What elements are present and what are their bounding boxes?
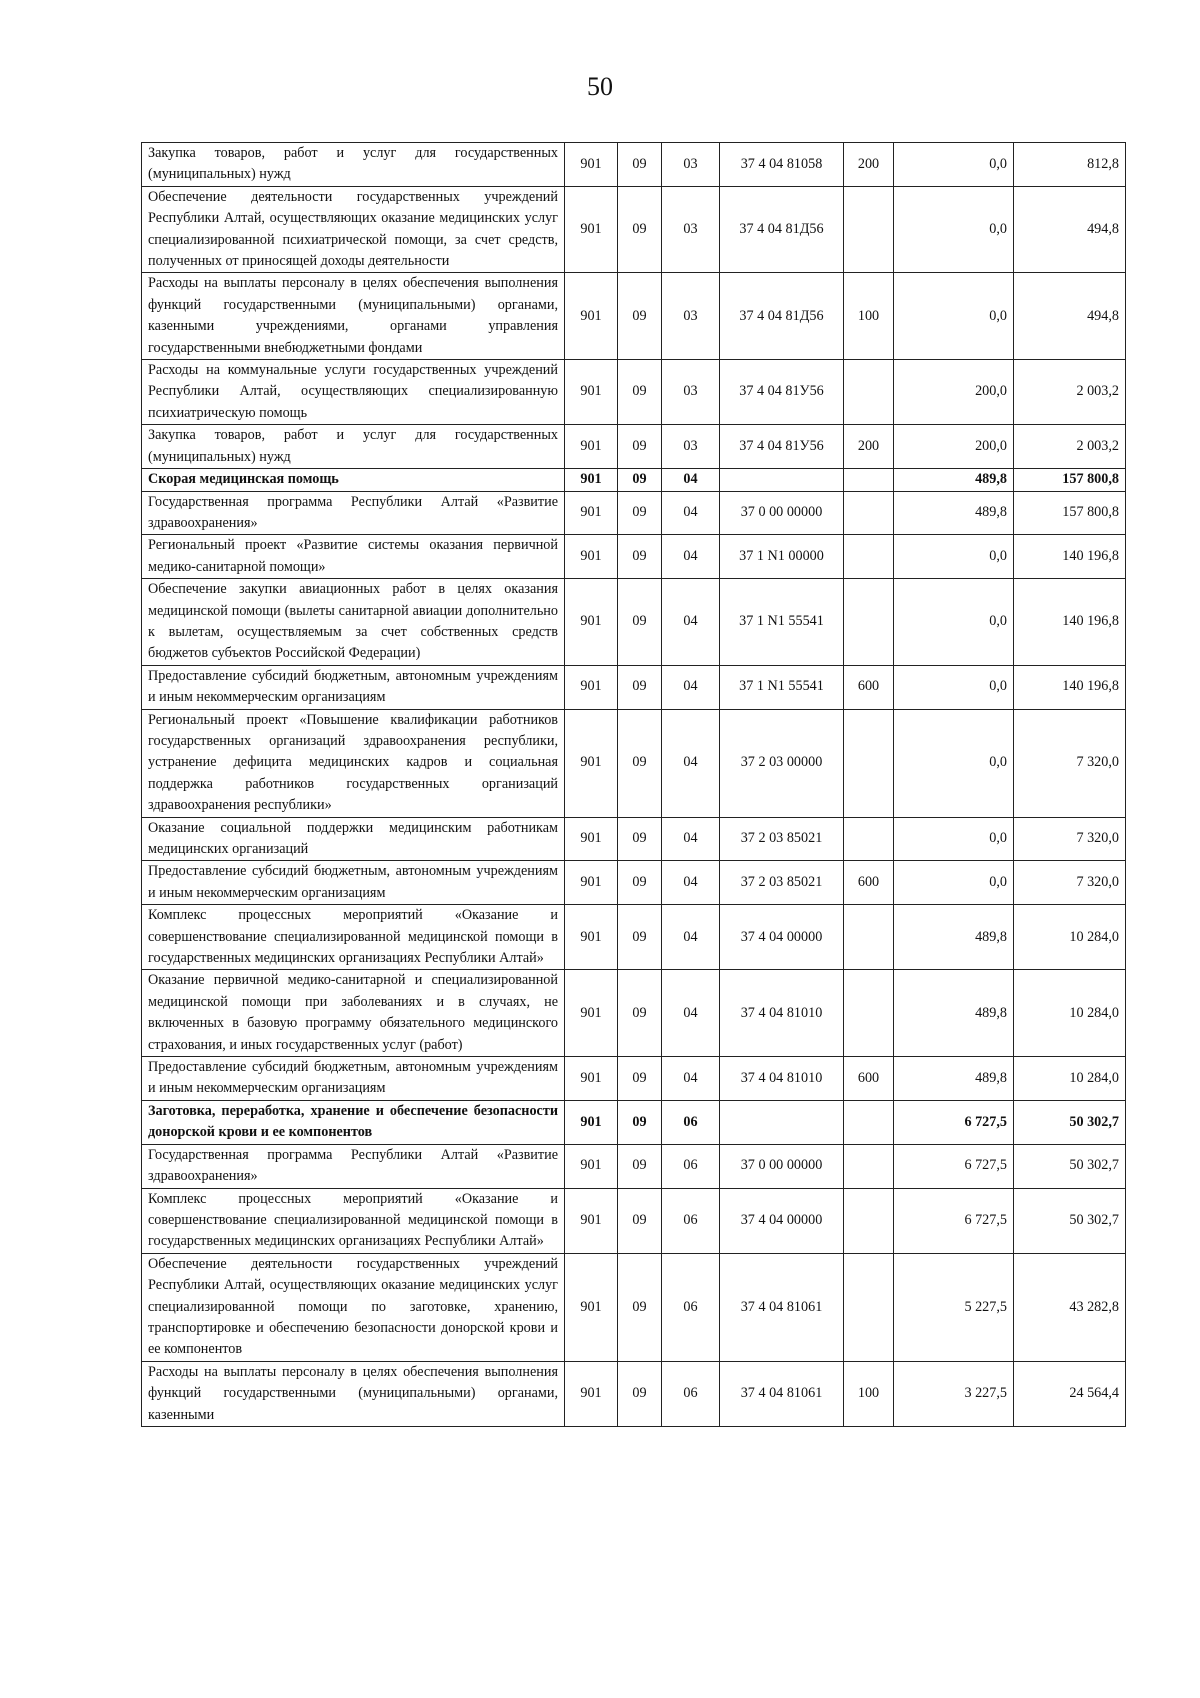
amount-change: 5 227,5 xyxy=(894,1253,1014,1361)
amount-total: 24 564,4 xyxy=(1014,1361,1126,1426)
section-code: 09 xyxy=(618,535,662,579)
ministry-code: 901 xyxy=(565,1144,618,1188)
subsection-code: 03 xyxy=(662,273,720,360)
amount-total: 2 003,2 xyxy=(1014,360,1126,425)
amount-total: 157 800,8 xyxy=(1014,491,1126,535)
expense-type-code xyxy=(844,1253,894,1361)
row-description: Государственная программа Республики Алтай «Развитие здравоохранения» xyxy=(142,491,565,535)
section-code: 09 xyxy=(618,817,662,861)
target-article-code: 37 4 04 81010 xyxy=(720,1057,844,1101)
expense-type-code: 600 xyxy=(844,1057,894,1101)
subsection-code: 03 xyxy=(662,143,720,187)
target-article-code xyxy=(720,1100,844,1144)
section-code: 09 xyxy=(618,905,662,970)
ministry-code: 901 xyxy=(565,905,618,970)
section-code: 09 xyxy=(618,273,662,360)
amount-change: 489,8 xyxy=(894,1057,1014,1101)
amount-total: 7 320,0 xyxy=(1014,861,1126,905)
ministry-code: 901 xyxy=(565,861,618,905)
expense-type-code: 200 xyxy=(844,425,894,469)
amount-change: 0,0 xyxy=(894,535,1014,579)
expense-type-code xyxy=(844,905,894,970)
subsection-code: 04 xyxy=(662,579,720,666)
amount-total: 157 800,8 xyxy=(1014,469,1126,491)
amount-change: 3 227,5 xyxy=(894,1361,1014,1426)
amount-change: 0,0 xyxy=(894,861,1014,905)
target-article-code: 37 2 03 85021 xyxy=(720,861,844,905)
row-description: Закупка товаров, работ и услуг для государственных (муниципальных) нужд xyxy=(142,425,565,469)
amount-change: 6 727,5 xyxy=(894,1144,1014,1188)
expense-type-code: 600 xyxy=(844,861,894,905)
expense-type-code: 600 xyxy=(844,665,894,709)
table-row xyxy=(142,360,1126,425)
table-row xyxy=(142,861,1126,905)
amount-change: 200,0 xyxy=(894,425,1014,469)
section-code: 09 xyxy=(618,1361,662,1426)
row-description: Региональный проект «Повышение квалификации работников государственных организаций здравоохранения республики, устранение дефицита медицинских кадров и социальная поддержка работников государственных организаций здравоохранения республики» xyxy=(142,709,565,817)
target-article-code: 37 1 N1 55541 xyxy=(720,579,844,666)
row-description: Комплекс процессных мероприятий «Оказание и совершенствование специализированной медицинской помощи в государственных медицинских организациях Республики Алтай» xyxy=(142,905,565,970)
table-row xyxy=(142,817,1126,861)
table-row xyxy=(142,1188,1126,1253)
section-code: 09 xyxy=(618,1253,662,1361)
expense-type-code xyxy=(844,535,894,579)
section-code: 09 xyxy=(618,709,662,817)
expense-type-code xyxy=(844,817,894,861)
ministry-code: 901 xyxy=(565,273,618,360)
row-description: Обеспечение закупки авиационных работ в целях оказания медицинской помощи (вылеты санитарной авиации дополнительно к вылетам, осуществляемым за счет собственных средств бюджетов субъектов Российской Федерации) xyxy=(142,579,565,666)
amount-change: 0,0 xyxy=(894,273,1014,360)
amount-change: 0,0 xyxy=(894,709,1014,817)
amount-change: 489,8 xyxy=(894,491,1014,535)
target-article-code: 37 1 N1 55541 xyxy=(720,665,844,709)
table-row xyxy=(142,425,1126,469)
amount-change: 0,0 xyxy=(894,143,1014,187)
expense-type-code xyxy=(844,491,894,535)
row-description: Обеспечение деятельности государственных учреждений Республики Алтай, осуществляющих оказание медицинских услуг специализированной помощи по заготовке, хранению, транспортировке и обеспечению безопасности донорской крови и ее компонентов xyxy=(142,1253,565,1361)
ministry-code: 901 xyxy=(565,579,618,666)
amount-total: 7 320,0 xyxy=(1014,817,1126,861)
target-article-code: 37 4 04 81010 xyxy=(720,970,844,1057)
amount-total: 10 284,0 xyxy=(1014,970,1126,1057)
ministry-code: 901 xyxy=(565,1361,618,1426)
ministry-code: 901 xyxy=(565,709,618,817)
table-row xyxy=(142,143,1126,187)
row-description: Предоставление субсидий бюджетным, автономным учреждениям и иным некоммерческим организациям xyxy=(142,665,565,709)
target-article-code: 37 4 04 81Д56 xyxy=(720,273,844,360)
subsection-code: 04 xyxy=(662,469,720,491)
amount-change: 6 727,5 xyxy=(894,1100,1014,1144)
subsection-code: 04 xyxy=(662,817,720,861)
table-row xyxy=(142,186,1126,273)
expense-type-code: 100 xyxy=(844,1361,894,1426)
target-article-code: 37 2 03 00000 xyxy=(720,709,844,817)
row-description: Государственная программа Республики Алтай «Развитие здравоохранения» xyxy=(142,1144,565,1188)
row-description: Расходы на выплаты персоналу в целях обеспечения выполнения функций государственными (муниципальными) органами, казенными xyxy=(142,1361,565,1426)
section-code: 09 xyxy=(618,143,662,187)
target-article-code: 37 4 04 81У56 xyxy=(720,360,844,425)
page-number: 50 xyxy=(587,72,613,101)
amount-change: 0,0 xyxy=(894,817,1014,861)
target-article-code: 37 1 N1 00000 xyxy=(720,535,844,579)
section-code: 09 xyxy=(618,1188,662,1253)
subsection-code: 04 xyxy=(662,861,720,905)
row-description: Предоставление субсидий бюджетным, автономным учреждениям и иным некоммерческим организациям xyxy=(142,1057,565,1101)
amount-change: 489,8 xyxy=(894,905,1014,970)
ministry-code: 901 xyxy=(565,469,618,491)
section-code: 09 xyxy=(618,186,662,273)
expense-type-code xyxy=(844,360,894,425)
ministry-code: 901 xyxy=(565,491,618,535)
table-row xyxy=(142,1144,1126,1188)
ministry-code: 901 xyxy=(565,1057,618,1101)
amount-total: 812,8 xyxy=(1014,143,1126,187)
row-description: Скорая медицинская помощь xyxy=(142,469,565,491)
ministry-code: 901 xyxy=(565,425,618,469)
table-row xyxy=(142,491,1126,535)
section-code: 09 xyxy=(618,1057,662,1101)
target-article-code: 37 4 04 81Д56 xyxy=(720,186,844,273)
section-code: 09 xyxy=(618,491,662,535)
subsection-code: 04 xyxy=(662,709,720,817)
section-code: 09 xyxy=(618,1100,662,1144)
expense-type-code: 100 xyxy=(844,273,894,360)
subsection-code: 03 xyxy=(662,186,720,273)
target-article-code: 37 4 04 00000 xyxy=(720,1188,844,1253)
ministry-code: 901 xyxy=(565,1100,618,1144)
subsection-code: 04 xyxy=(662,665,720,709)
target-article-code: 37 2 03 85021 xyxy=(720,817,844,861)
expense-type-code xyxy=(844,469,894,491)
amount-total: 50 302,7 xyxy=(1014,1144,1126,1188)
amount-total: 10 284,0 xyxy=(1014,1057,1126,1101)
row-description: Предоставление субсидий бюджетным, автономным учреждениям и иным некоммерческим организациям xyxy=(142,861,565,905)
amount-total: 494,8 xyxy=(1014,273,1126,360)
amount-total: 140 196,8 xyxy=(1014,665,1126,709)
row-description: Расходы на выплаты персоналу в целях обеспечения выполнения функций государственными (муниципальными) органами, казенными учреждениями, органами управления государственными внебюджетными фондами xyxy=(142,273,565,360)
amount-change: 0,0 xyxy=(894,186,1014,273)
expense-type-code: 200 xyxy=(844,143,894,187)
row-description: Заготовка, переработка, хранение и обеспечение безопасности донорской крови и ее компонентов xyxy=(142,1100,565,1144)
subsection-code: 06 xyxy=(662,1253,720,1361)
section-code: 09 xyxy=(618,970,662,1057)
section-code: 09 xyxy=(618,425,662,469)
row-description: Расходы на коммунальные услуги государственных учреждений Республики Алтай, осуществляющих специализированную психиатрическую помощь xyxy=(142,360,565,425)
subsection-code: 06 xyxy=(662,1188,720,1253)
expense-type-code xyxy=(844,709,894,817)
subsection-code: 04 xyxy=(662,970,720,1057)
amount-change: 489,8 xyxy=(894,970,1014,1057)
subsection-code: 06 xyxy=(662,1144,720,1188)
target-article-code: 37 4 04 00000 xyxy=(720,905,844,970)
section-code: 09 xyxy=(618,469,662,491)
amount-change: 0,0 xyxy=(894,665,1014,709)
table-row xyxy=(142,709,1126,817)
amount-total: 494,8 xyxy=(1014,186,1126,273)
amount-total: 140 196,8 xyxy=(1014,535,1126,579)
section-code: 09 xyxy=(618,665,662,709)
amount-total: 7 320,0 xyxy=(1014,709,1126,817)
subsection-code: 04 xyxy=(662,491,720,535)
amount-change: 200,0 xyxy=(894,360,1014,425)
table-row xyxy=(142,1253,1126,1361)
amount-total: 10 284,0 xyxy=(1014,905,1126,970)
amount-change: 0,0 xyxy=(894,579,1014,666)
table-row xyxy=(142,579,1126,666)
expense-type-code xyxy=(844,579,894,666)
table-row xyxy=(142,273,1126,360)
table-row xyxy=(142,970,1126,1057)
target-article-code xyxy=(720,469,844,491)
amount-total: 50 302,7 xyxy=(1014,1188,1126,1253)
ministry-code: 901 xyxy=(565,1188,618,1253)
subsection-code: 03 xyxy=(662,360,720,425)
expense-type-code xyxy=(844,1144,894,1188)
target-article-code: 37 4 04 81061 xyxy=(720,1361,844,1426)
ministry-code: 901 xyxy=(565,1253,618,1361)
section-code: 09 xyxy=(618,1144,662,1188)
amount-total: 140 196,8 xyxy=(1014,579,1126,666)
table-row xyxy=(142,1361,1126,1426)
ministry-code: 901 xyxy=(565,817,618,861)
expense-type-code xyxy=(844,1188,894,1253)
amount-change: 489,8 xyxy=(894,469,1014,491)
section-code: 09 xyxy=(618,861,662,905)
table-row xyxy=(142,535,1126,579)
subsection-code: 04 xyxy=(662,535,720,579)
amount-total: 50 302,7 xyxy=(1014,1100,1126,1144)
table-row xyxy=(142,1057,1126,1101)
amount-change: 6 727,5 xyxy=(894,1188,1014,1253)
row-description: Оказание социальной поддержки медицинским работникам медицинских организаций xyxy=(142,817,565,861)
ministry-code: 901 xyxy=(565,360,618,425)
target-article-code: 37 4 04 81061 xyxy=(720,1253,844,1361)
section-code: 09 xyxy=(618,579,662,666)
subsection-code: 04 xyxy=(662,905,720,970)
expense-type-code xyxy=(844,1100,894,1144)
table-row xyxy=(142,665,1126,709)
subsection-code: 06 xyxy=(662,1100,720,1144)
row-description: Закупка товаров, работ и услуг для государственных (муниципальных) нужд xyxy=(142,143,565,187)
target-article-code: 37 4 04 81У56 xyxy=(720,425,844,469)
section-total-row xyxy=(142,1100,1126,1144)
amount-total: 43 282,8 xyxy=(1014,1253,1126,1361)
section-code: 09 xyxy=(618,360,662,425)
target-article-code: 37 0 00 00000 xyxy=(720,1144,844,1188)
subsection-code: 04 xyxy=(662,1057,720,1101)
budget-table xyxy=(141,142,1126,1427)
expense-type-code xyxy=(844,186,894,273)
target-article-code: 37 0 00 00000 xyxy=(720,491,844,535)
row-description: Региональный проект «Развитие системы оказания первичной медико-санитарной помощи» xyxy=(142,535,565,579)
subsection-code: 06 xyxy=(662,1361,720,1426)
ministry-code: 901 xyxy=(565,970,618,1057)
target-article-code: 37 4 04 81058 xyxy=(720,143,844,187)
ministry-code: 901 xyxy=(565,143,618,187)
amount-total: 2 003,2 xyxy=(1014,425,1126,469)
row-description: Оказание первичной медико-санитарной и специализированной медицинской помощи при заболеваниях и в случаях, не включенных в базовую программу обязательного медицинского страхования, и иных государственных услуг (работ) xyxy=(142,970,565,1057)
ministry-code: 901 xyxy=(565,186,618,273)
ministry-code: 901 xyxy=(565,665,618,709)
subsection-code: 03 xyxy=(662,425,720,469)
table-row xyxy=(142,905,1126,970)
row-description: Обеспечение деятельности государственных учреждений Республики Алтай, осуществляющих оказание медицинских услуг специализированной психиатрической помощи, за счет средств, полученных от приносящей доходы деятельности xyxy=(142,186,565,273)
ministry-code: 901 xyxy=(565,535,618,579)
expense-type-code xyxy=(844,970,894,1057)
section-total-row xyxy=(142,469,1126,491)
row-description: Комплекс процессных мероприятий «Оказание и совершенствование специализированной медицинской помощи в государственных медицинских организациях Республики Алтай» xyxy=(142,1188,565,1253)
